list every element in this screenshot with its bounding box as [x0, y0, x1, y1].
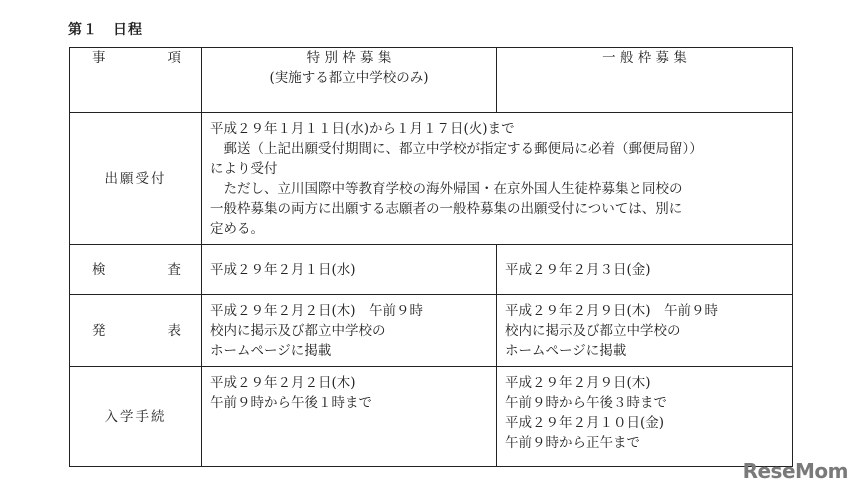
- header-general-label: 一 般 枠 募 集: [602, 50, 687, 66]
- enroll-general-text: 平成２９年２月９日(木) 午前９時から午後３時まで 平成２９年２月１０日(金) 午前９時から正午まで: [497, 367, 793, 467]
- header-item-label-b: 項: [167, 50, 181, 66]
- table-header-row: [70, 48, 793, 113]
- row-label-exam-cell: [70, 245, 202, 295]
- apply-period-text: 平成２９年１月１１日(水)から１月１７日(火)まで 郵送（上記出願受付期間に、都立中学校が指定する郵便局に必着（郵便局留）） により受付 ただし、立川国際中等教育学校の海外帰国・在京外国人生徒枠募集と同校の 一般枠募集の両方に出願する志願者の一般枠募集の出願受付については、別に 定める。: [202, 113, 793, 245]
- header-special-cell: [202, 48, 497, 113]
- announce-special-text: 平成２９年２月２日(木) 午前９時 校内に掲示及び都立中学校の ホームページに掲載: [202, 295, 497, 367]
- header-special-line2: (実施する都立中学校のみ): [269, 70, 429, 86]
- row-label-apply: 出願受付: [70, 113, 202, 245]
- table-row-enroll: [70, 367, 793, 467]
- row-label-enroll: 入学手続: [70, 367, 202, 467]
- row-label-exam-a: 検: [92, 261, 106, 278]
- header-general-cell: [497, 48, 793, 113]
- header-special-line1: 特 別 枠 募 集: [306, 50, 392, 66]
- enroll-special-text: 平成２９年２月２日(木) 午前９時から午後１時まで: [202, 367, 497, 467]
- header-item-label-a: 事: [92, 50, 106, 66]
- exam-special-date: 平成２９年２月１日(水): [202, 245, 497, 295]
- table-row-apply: [70, 113, 793, 245]
- row-label-exam-b: 査: [167, 261, 181, 278]
- table-row-exam: [70, 245, 793, 295]
- table-row-announce: [70, 295, 793, 367]
- row-label-announce-a: 発: [92, 322, 106, 339]
- exam-general-date: 平成２９年２月３日(金): [497, 245, 793, 295]
- schedule-table: [69, 47, 793, 467]
- announce-general-text: 平成２９年２月９日(木) 午前９時 校内に掲示及び都立中学校の ホームページに掲載: [497, 295, 793, 367]
- resemom-watermark: ReseMom: [742, 459, 848, 483]
- header-item-cell: [70, 48, 202, 113]
- row-label-announce-cell: [70, 295, 202, 367]
- row-label-announce-b: 表: [167, 322, 181, 339]
- page-title: 第１ 日程: [68, 22, 143, 38]
